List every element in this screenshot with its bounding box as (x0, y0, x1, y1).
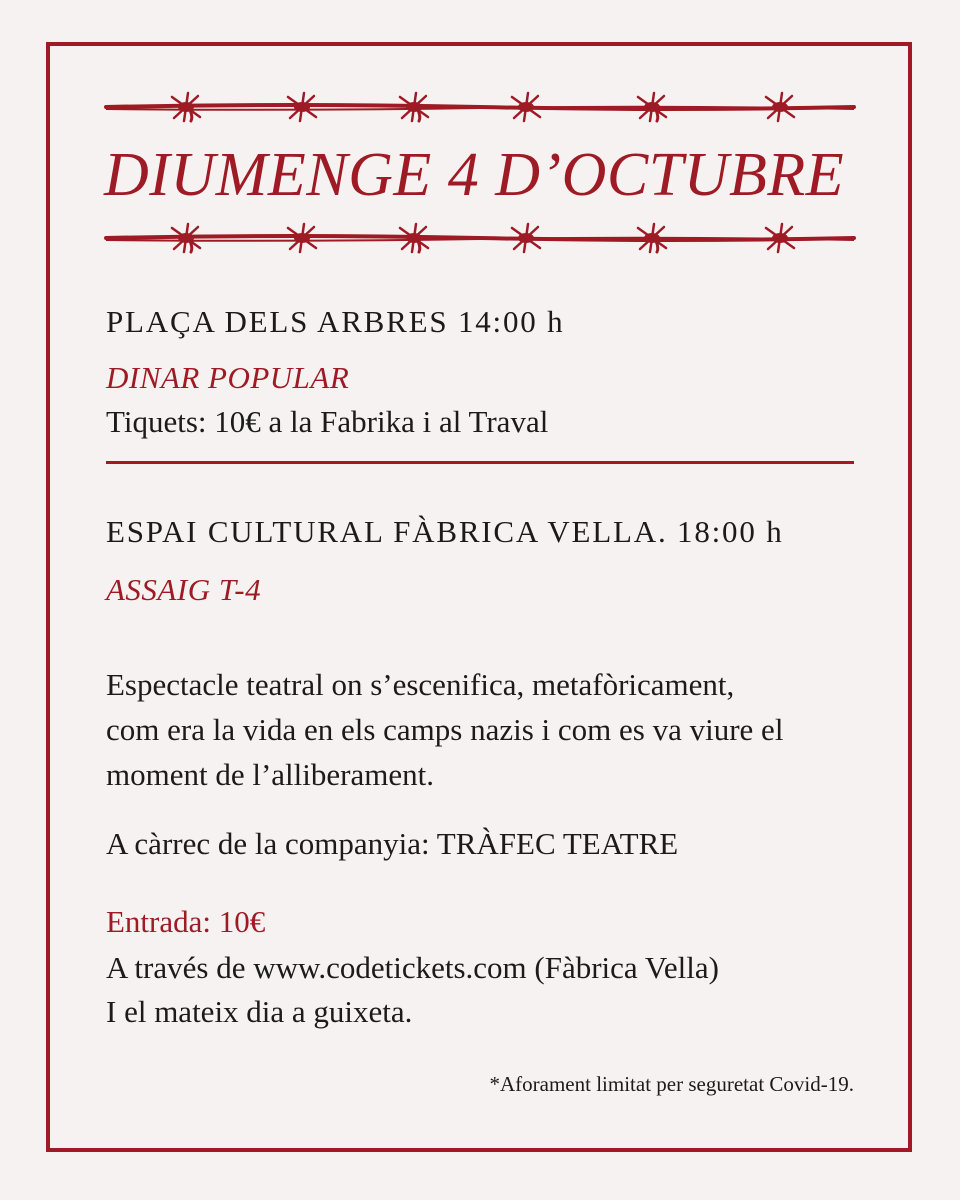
event-venue: PLAÇA DELS ARBRES 14:00 h (106, 304, 565, 339)
footnote: *Aforament limitat per seguretat Covid-19. (489, 1072, 854, 1096)
description-line: com era la vida en els camps nazis i com es va viure el (106, 712, 784, 747)
event-name: DINAR POPULAR (106, 360, 350, 395)
section-divider (106, 461, 854, 464)
barbed-wire-icon (104, 90, 856, 124)
purchase-line: I el mateix dia a guixeta. (106, 994, 413, 1029)
event-company: A càrrec de la companyia: TRÀFEC TEATRE (106, 826, 679, 861)
event-name: ASSAIG T-4 (106, 572, 262, 607)
entry-price: Entrada: 10€ (106, 904, 266, 939)
page-title: DIUMENGE 4 D’OCTUBRE (104, 141, 845, 209)
event-tickets: Tiquets: 10€ a la Fabrika i al Traval (106, 404, 549, 439)
description-line: Espectacle teatral on s’escenifica, metafòricament, (106, 667, 735, 702)
purchase-line: A través de www.codetickets.com (Fàbrica Vella) (106, 950, 719, 985)
barbed-wire-icon (104, 221, 856, 255)
event-description (106, 662, 866, 797)
event-venue: ESPAI CULTURAL FÀBRICA VELLA. 18:00 h (106, 514, 784, 549)
description-line: moment de l’alliberament. (106, 757, 434, 792)
